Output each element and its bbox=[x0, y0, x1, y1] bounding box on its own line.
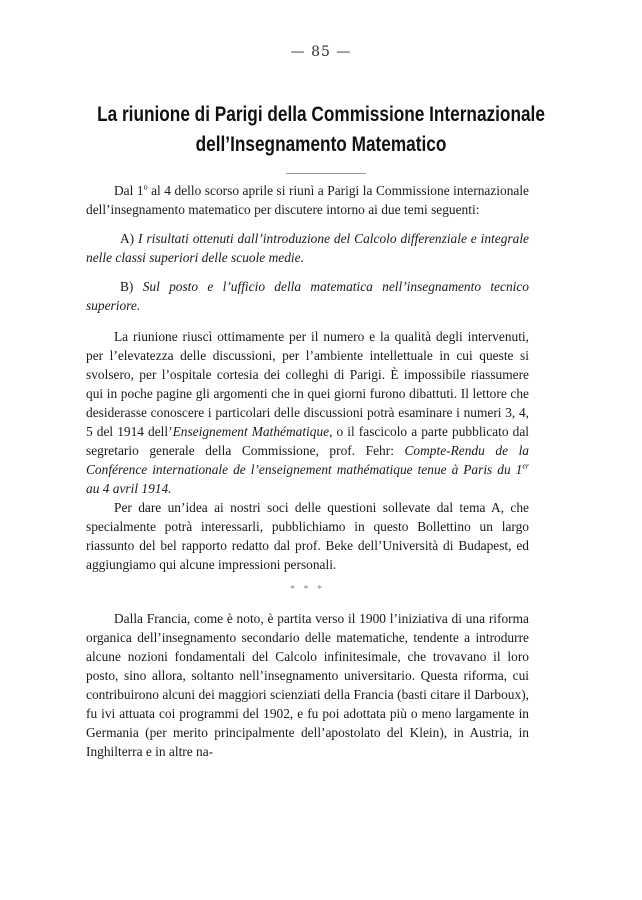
theme-b-text: Sul posto e l’ufficio della matematica nell’insegnamento tecnico superiore. bbox=[86, 279, 529, 313]
theme-a bbox=[86, 229, 529, 267]
para1-text-1: La riunione riuscì ottimamente per il numero e la qualità degli intervenuti, per l’elevatezza delle discussioni, per l’ambiente intellettuale in cui queste si svolsero, per l’ospitale cortesia dei colleghi di Parigi. È impossibile riassumere qui in poche pagine gli argomenti che in quei giorni furono dibattuti. Il lettore che desiderasse conoscere i particolari delle discussioni potrà esaminare i numeri 3, 4, 5 del 1914 dell’ bbox=[86, 329, 529, 439]
theme-a-label: A) bbox=[120, 231, 135, 246]
theme-b-label: B) bbox=[120, 279, 134, 294]
paragraph-meeting bbox=[86, 327, 529, 498]
intro-superscript: o bbox=[143, 182, 148, 192]
intro-text-start: Dal 1 bbox=[114, 183, 144, 198]
title-line-2: dell’Insegnamento Matematico bbox=[195, 133, 447, 156]
intro-paragraph bbox=[86, 181, 529, 219]
paragraph-france: Dalla Francia, come è noto, è partita verso il 1900 l’iniziativa di una riforma organica dell’insegnamento secondario delle matematiche, tendente a introdurre alcune nozioni fondamentali del Calcolo infinitesimale, che trovavano il loro posto, sino allora, soltanto nell’insegnamento universitario. Questa riforma, cui contribuirono alcuni dei maggiori scienziati della Francia (basti citare il Darboux), fu ivi attuata coi programmi del 1902, e fu poi adottata più o meno largamente in Germania (per merito principalmente dell’apostolato del Klein), in Austria, in Inghilterra e in altre na- bbox=[86, 611, 529, 759]
title-divider bbox=[286, 173, 366, 174]
para1-text-2: , o il fascicolo a parte pubblicato dal segretario generale della Commissione, prof. Fehr: bbox=[86, 424, 529, 458]
publication-title-end: au 4 avril 1914. bbox=[86, 481, 172, 496]
page-number: — 85 — bbox=[290, 44, 352, 60]
article-title bbox=[91, 100, 552, 160]
intro-text-end: al 4 dello scorso aprile si riunì a Parigi la Commissione internazionale dell’insegnamento matematico per discutere intorno ai due temi seguenti: bbox=[86, 183, 529, 217]
article-body bbox=[86, 181, 529, 761]
title-line-1: La riunione di Parigi della Commissione Internazionale bbox=[97, 103, 545, 126]
section-separator: * * * bbox=[290, 584, 325, 595]
paragraph-bollettino: Per dare un’idea ai nostri soci delle questioni sollevate dal tema A, che specialmente potrà interessarli, pubblichiamo in questo Bollettino un largo riassunto del bel rapporto redatto dal prof. Beke dell’Università di Budapest, ed aggiungiamo qui alcune impressioni personali. bbox=[86, 500, 529, 572]
publication-title: Compte-Rendu de la Conférence internationale de l’enseignement mathématique tenue à Paris du 1 bbox=[86, 443, 529, 477]
publication-superscript: er bbox=[522, 461, 529, 471]
theme-a-text: I risultati ottenuti dall’introduzione del Calcolo differenziale e integrale nelle classi superiori delle scuole medie. bbox=[86, 231, 529, 265]
theme-b bbox=[86, 277, 529, 315]
journal-title: Enseignement Mathématique bbox=[172, 424, 330, 439]
